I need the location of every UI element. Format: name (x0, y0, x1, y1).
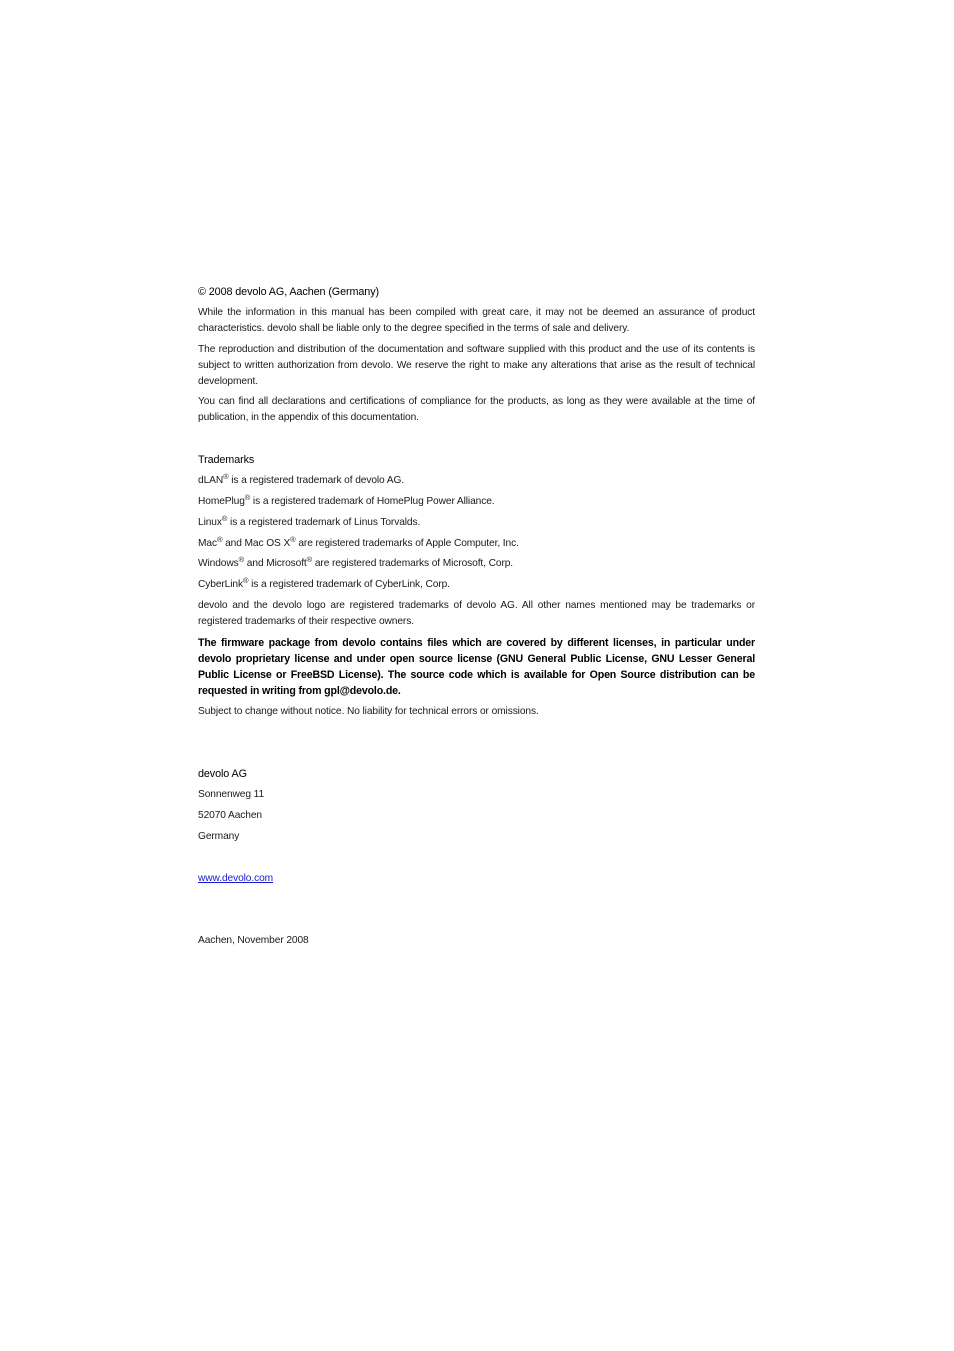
date-line: Aachen, November 2008 (198, 935, 309, 946)
trademark-windows (198, 556, 513, 572)
disclaimer-paragraph-2: The reproduction and distribution of the documentation and software supplied with this product and the use of its contents is subject to written authorization from devolo. We reserve the right to make any alterations that arise as the result of technical development. (198, 344, 755, 387)
trademark-text: is a registered trademark of devolo AG. (228, 475, 405, 486)
registered-symbol: ® (244, 493, 251, 502)
registered-symbol: ® (221, 514, 228, 523)
trademark-name: CyberLink (198, 579, 243, 590)
trademark-linux (198, 515, 420, 531)
trademark-name: Windows (198, 558, 239, 569)
change-notice: Subject to change without notice. No liability for technical errors or omissions. (198, 706, 539, 717)
address-street: Sonnenweg 11 (198, 789, 265, 800)
copyright-line: © 2008 devolo AG, Aachen (Germany) (198, 286, 380, 298)
trademark-mac (198, 536, 519, 552)
trademark-name: HomePlug (198, 496, 245, 507)
registered-symbol: ® (216, 535, 223, 544)
trademark-other-names: devolo and the devolo logo are registered trademarks of devolo AG. All other names mentioned may be trademarks or registered trademarks of their respective owners. (198, 600, 755, 627)
trademark-text: is a registered trademark of Linus Torvalds. (227, 517, 421, 528)
address-country: Germany (198, 831, 240, 842)
trademark-cyberlink (198, 577, 450, 593)
trademark-name: Linux (198, 517, 222, 528)
registered-symbol: ® (223, 472, 229, 481)
registered-symbol: ® (290, 535, 296, 544)
trademark-text: is a registered trademark of CyberLink, Corp. (248, 579, 450, 590)
trademark-text: is a registered trademark of HomePlug Power Alliance. (250, 496, 495, 507)
registered-symbol: ® (306, 555, 313, 564)
website-line (198, 871, 273, 887)
trademark-name-2: and Microsoft (244, 558, 307, 569)
disclaimer-paragraph-1: While the information in this manual has been compiled with great care, it may not be deemed an assurance of product characteristics. devolo shall be liable only to the degree specified in the terms of sale and delivery. (198, 307, 755, 334)
address-city: 52070 Aachen (198, 810, 262, 821)
trademark-text: are registered trademarks of Microsoft, Corp. (312, 558, 514, 569)
disclaimer-paragraph-3: You can find all declarations and certifications of compliance for the products, as long as they were available at the time of publication, in the appendix of this documentation. (198, 396, 755, 423)
trademarks-heading: Trademarks (198, 454, 255, 466)
registered-symbol: ® (242, 576, 249, 585)
firmware-license-notice: The firmware package from devolo contains files which are covered by different licenses, in particular under devolo proprietary license and under open source license (GNU General Public License, GNU Lesser General Public License or FreeBSD License). The source code which is available for Open Source distribution can be requested in writing from gpl@devolo.de. (198, 637, 755, 697)
registered-symbol: ® (238, 555, 245, 564)
trademark-dlan (198, 473, 404, 489)
company-name: devolo AG (198, 768, 247, 780)
trademark-name-2: and Mac OS X (222, 538, 291, 549)
trademark-homeplug (198, 494, 495, 510)
trademark-text: are registered trademarks of Apple Computer, Inc. (295, 538, 519, 549)
trademark-name: dLAN (198, 475, 224, 486)
website-link[interactable]: www.devolo.com (198, 873, 274, 884)
trademark-name: Mac (198, 538, 217, 549)
